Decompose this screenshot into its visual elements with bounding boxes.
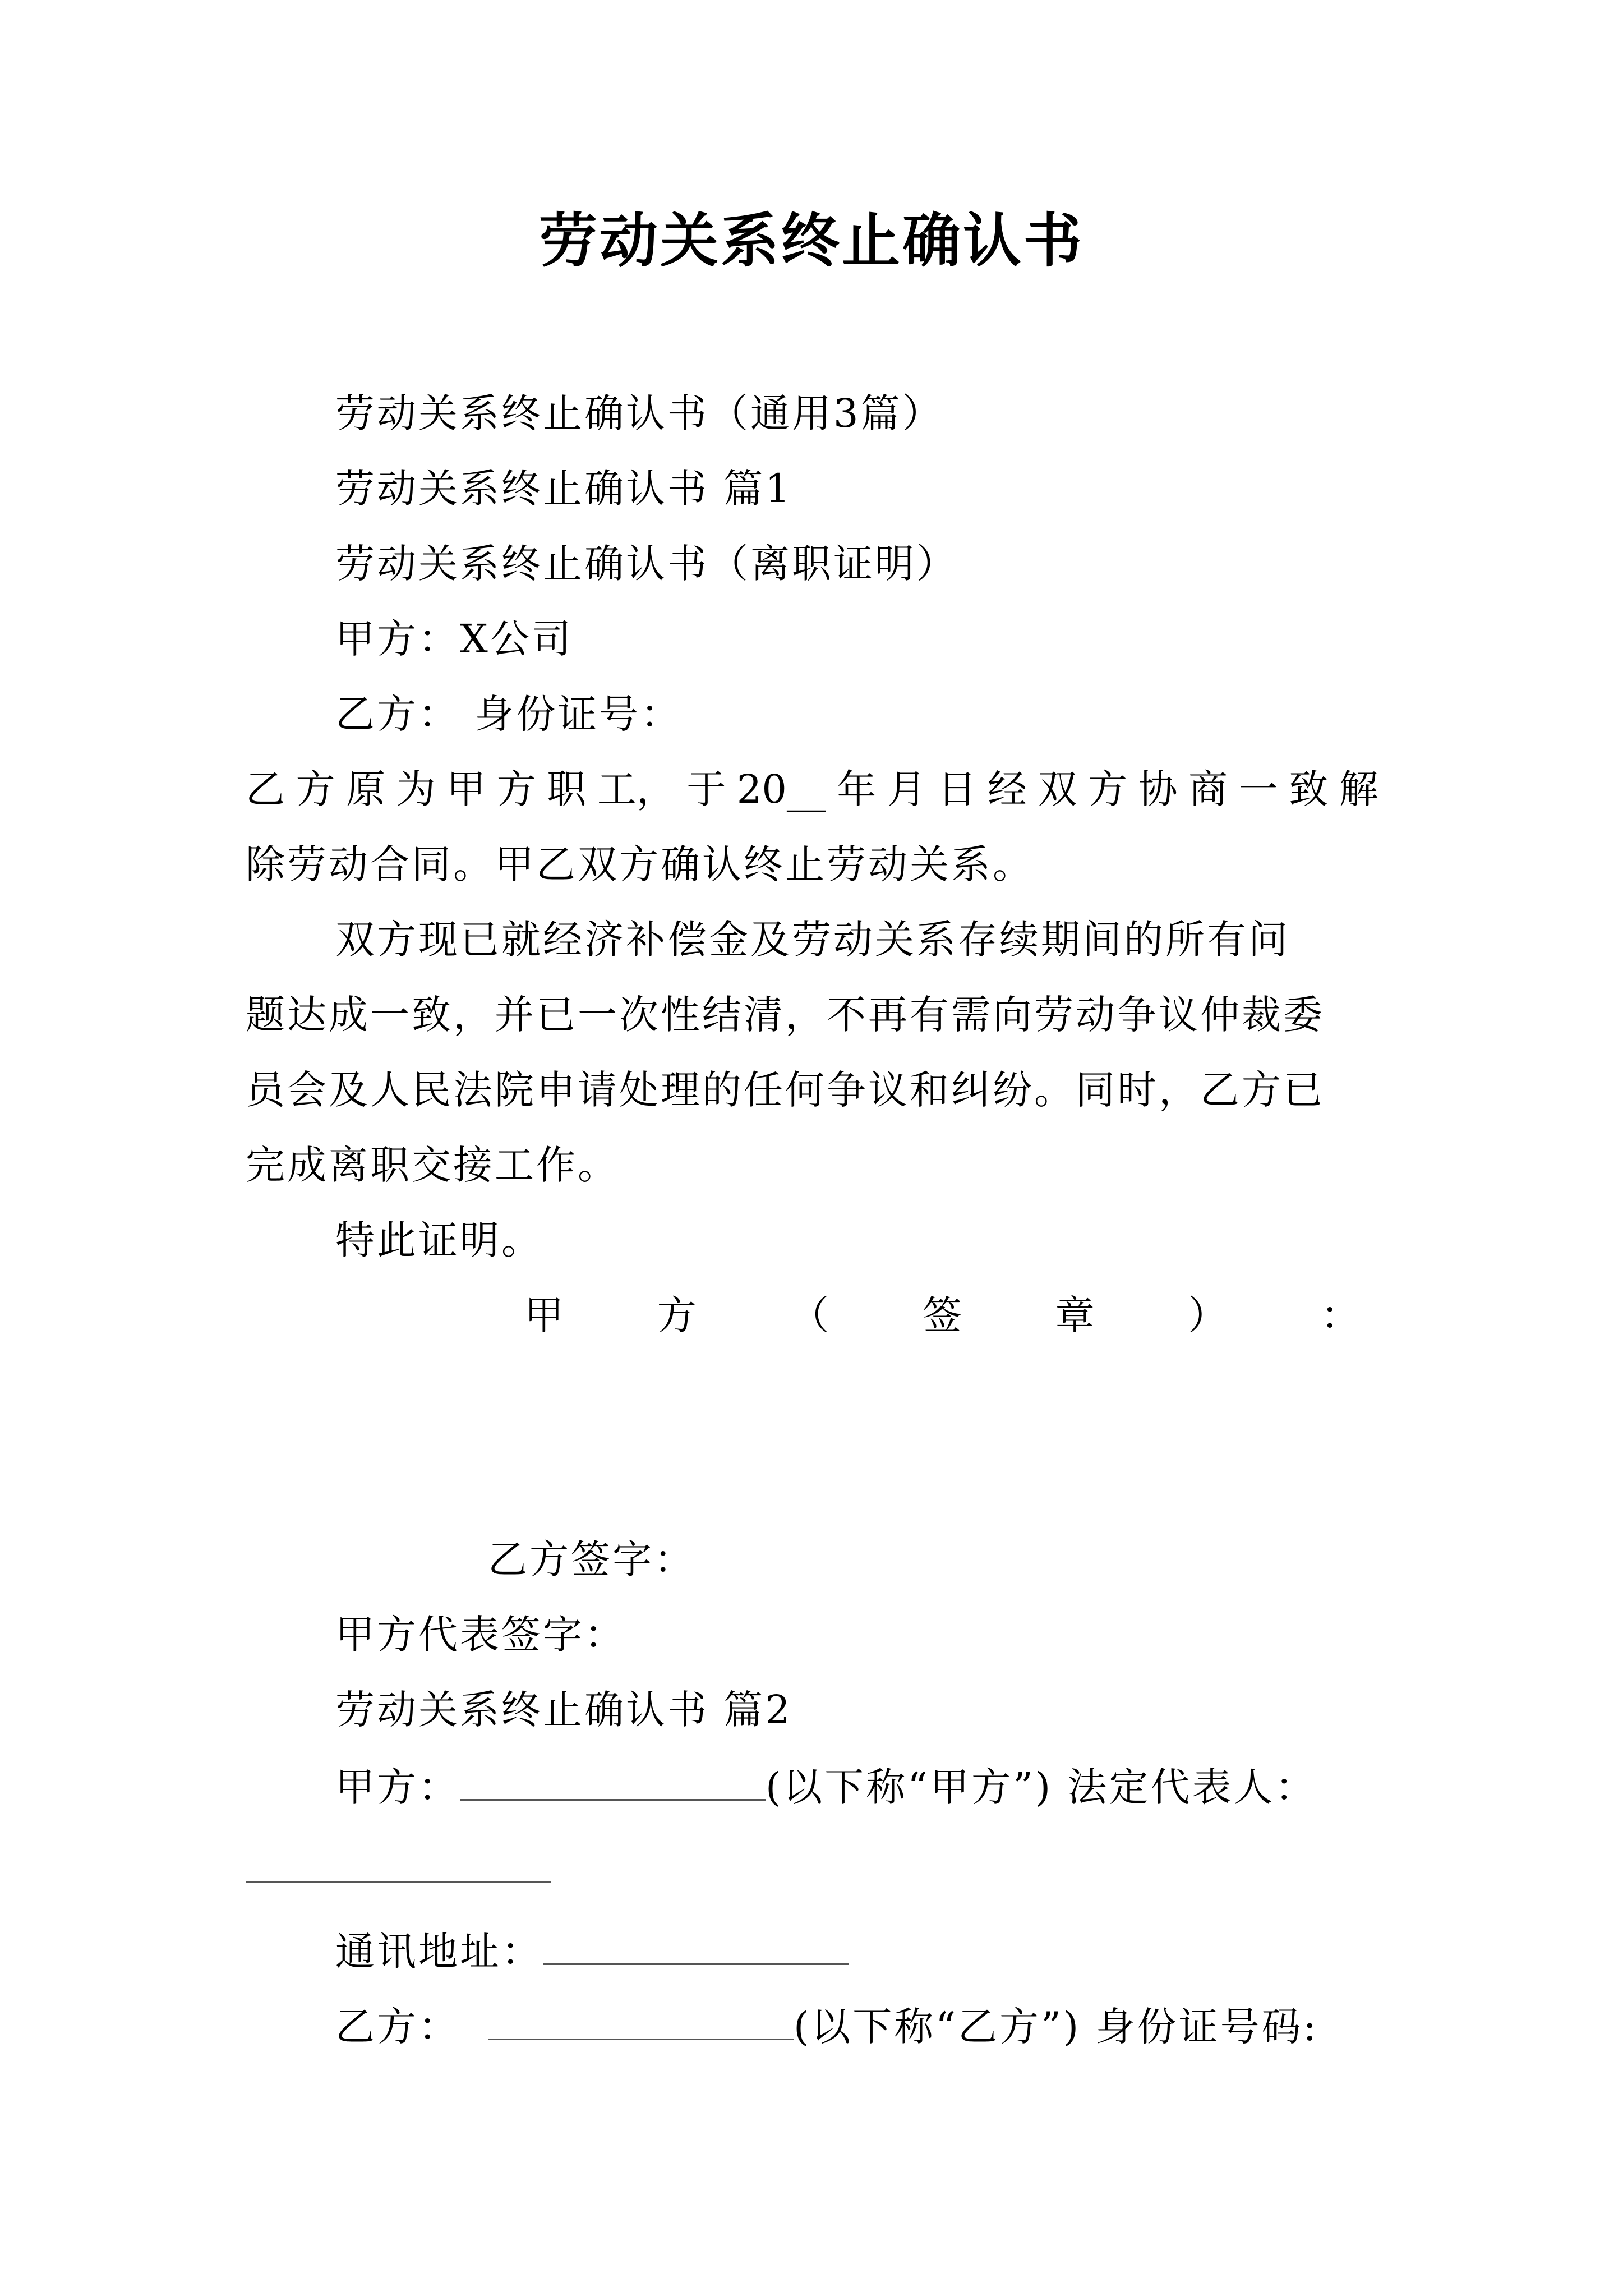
paragraph-1-glyph: 于 — [686, 766, 726, 812]
paragraph-1-glyph: 一 — [1238, 766, 1278, 812]
seal-line-glyph: 甲 — [524, 1292, 564, 1338]
seal-line-glyph: 签 — [922, 1292, 962, 1338]
paragraph-1-glyph: 年 — [837, 766, 877, 812]
seal-line-glyph: ） — [1188, 1292, 1228, 1338]
seal-line-glyph: 方 — [657, 1292, 697, 1338]
subtitle-general: 劳动关系终止确认书（通用3篇） — [335, 390, 944, 436]
paragraph-1-glyph: 商 — [1188, 766, 1228, 812]
paragraph-1-glyph: 日 — [937, 766, 977, 812]
seal-line-glyph: 章 — [1055, 1292, 1095, 1338]
address-blank — [543, 1924, 849, 1965]
party-a-seal-line — [524, 1290, 1360, 1341]
section-subheading-leave-proof: 劳动关系终止确认书（离职证明） — [335, 541, 958, 587]
paragraph-1-glyph: 为 — [396, 766, 436, 812]
paragraph-1-glyph: 致 — [1289, 766, 1329, 812]
paragraph-2-line-4: 完成离职交接工作。 — [246, 1142, 619, 1188]
document-title: 劳动关系终止确认书 — [538, 206, 1084, 275]
paragraph-1-glyph: 方 — [296, 766, 335, 812]
paragraph-1-glyph: 经 — [987, 766, 1027, 812]
party-a-legal-rep-label: (以下称“甲方”) 法定代表人： — [766, 1764, 1317, 1810]
paragraph-1-line-1 — [246, 764, 1378, 815]
section-heading-2: 劳动关系终止确认书 篇2 — [335, 1687, 792, 1733]
party-a-label: 甲方： — [335, 1764, 460, 1810]
paragraph-1-glyph: 协 — [1138, 766, 1178, 812]
paragraph-2-line-2: 题达成一致，并已一次性结清，不再有需向劳动争议仲裁委 — [246, 992, 1325, 1038]
party-a-name-line — [335, 1760, 1316, 1812]
seal-line-glyph: ： — [1320, 1292, 1360, 1338]
paragraph-2-line-1: 双方现已就经济补偿金及劳动关系存续期间的所有问 — [335, 917, 1290, 963]
paragraph-1-glyph: 月 — [887, 766, 926, 812]
party-a-name-blank — [460, 1760, 766, 1801]
paragraph-1-glyph: 原 — [346, 766, 386, 812]
party-b-name-line — [335, 1999, 1318, 2052]
party-b-signature-line: 乙方签字： — [488, 1536, 695, 1582]
party-b-id-label: (以下称“乙方”) 身份证号码: — [794, 2004, 1319, 2050]
address-label: 通讯地址： — [335, 1929, 543, 1975]
party-b-line: 乙方： 身份证号： — [335, 691, 683, 737]
section-heading-1: 劳动关系终止确认书 篇1 — [335, 466, 792, 512]
address-line — [335, 1924, 849, 1977]
paragraph-2-line-3: 员会及人民法院申请处理的任何争议和纠纷。同时，乙方已 — [246, 1067, 1325, 1113]
party-b-label: 乙方： — [335, 2004, 460, 2050]
paragraph-1-glyph: 工， — [597, 766, 676, 812]
paragraph-1-glyph: 职 — [547, 766, 587, 812]
party-a-representative-signature-line: 甲方代表签字： — [335, 1612, 626, 1658]
seal-line-glyph: （ — [790, 1292, 829, 1338]
paragraph-1-glyph: 甲 — [446, 766, 486, 812]
paragraph-1-glyph: 方 — [496, 766, 536, 812]
paragraph-1-line-2: 除劳动合同。甲乙双方确认终止劳动关系。 — [246, 841, 1034, 887]
paragraph-1-glyph: 乙 — [246, 766, 285, 812]
paragraph-1-glyph: 方 — [1088, 766, 1128, 812]
party-b-name-blank — [488, 1999, 794, 2040]
party-a-line: 甲方：X公司 — [335, 616, 573, 662]
paragraph-1-glyph: 20__ — [736, 766, 826, 812]
paragraph-1-glyph: 解 — [1339, 766, 1378, 812]
certification-statement: 特此证明。 — [335, 1217, 543, 1263]
legal-rep-blank — [246, 1881, 551, 1883]
paragraph-1-glyph: 双 — [1038, 766, 1077, 812]
